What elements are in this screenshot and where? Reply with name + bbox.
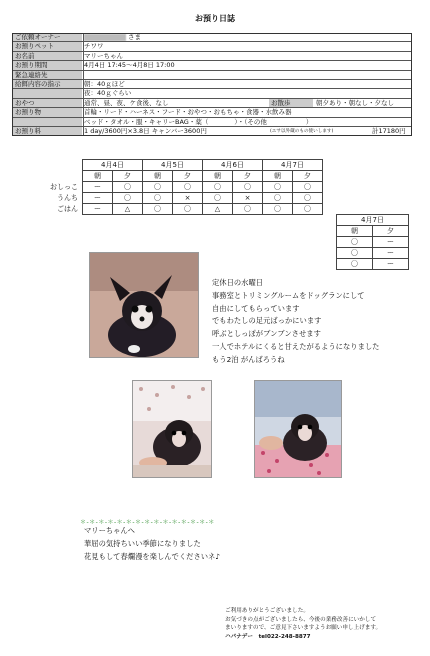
info-value-text: 朝：40ｇほど [84, 79, 125, 88]
info-label [12, 89, 82, 97]
message-line: 花見もして春爛漫を楽しんでくださいネ♪ [84, 551, 220, 561]
status-extra-cell: ー [373, 248, 409, 259]
info-value [84, 52, 412, 60]
footer-line: まいりますので、ご意見下さいますようお願い申し上げます。 [225, 625, 382, 632]
status-cell: 〇 [113, 193, 143, 204]
info-label [12, 118, 82, 126]
info-row [12, 71, 412, 80]
status-period: 夕 [293, 171, 323, 182]
message-line: 華屈の気持ちいい季節になりました [84, 538, 201, 548]
info-note: (エサ以外蔵のもの使いします) [270, 128, 334, 134]
status-table-extra [336, 214, 409, 270]
info-label: おやつ [12, 99, 82, 107]
info-row [12, 89, 412, 98]
status-row-label: ごはん [57, 205, 78, 213]
info-total: 計17180円 [372, 126, 406, 135]
footer-line: お気づきの点がございましたら、今後の業務改善にいかして [225, 616, 377, 623]
status-period: 朝 [83, 171, 113, 182]
info-row [12, 80, 412, 89]
status-cell: 〇 [173, 182, 203, 193]
info-row [12, 118, 412, 127]
info-value-text: 4月4日 17:45〜4月8日 17:00 [84, 61, 175, 70]
info-row [12, 42, 412, 51]
message-line: マリーちゃんへ [84, 526, 135, 535]
info-label: お預り期間 [12, 61, 82, 69]
status-cell: 〇 [293, 204, 323, 215]
status-period: 夕 [233, 171, 263, 182]
info-label: お預りペット [12, 42, 82, 50]
status-extra-cell: 〇 [337, 259, 373, 270]
reservation-info-table [12, 33, 412, 136]
redacted-name [84, 34, 126, 41]
status-date: 4月5日 [143, 160, 203, 171]
status-cell: 〇 [203, 193, 233, 204]
status-period: 夕 [173, 171, 203, 182]
status-date: 4月4日 [83, 160, 143, 171]
info-label: お名前 [12, 52, 82, 60]
info-row [12, 127, 412, 136]
diary-line: 呼ぶとしっぽがブンブンさせます [212, 329, 321, 339]
status-date: 4月6日 [203, 160, 263, 171]
info-label: お預り料 [12, 127, 82, 135]
info-value [84, 99, 412, 107]
info-value [84, 118, 412, 126]
info-value-text: さま [128, 33, 141, 41]
info-value-text: 首輪・リード・ハーネス・フード・おやつ・おもちゃ・食器・水飲み器 [84, 108, 292, 117]
status-cell: × [233, 193, 263, 204]
info-value [84, 127, 412, 135]
dog-photo-main [89, 252, 199, 358]
status-cell: △ [113, 204, 143, 215]
info-row [12, 61, 412, 70]
status-cell: × [173, 193, 203, 204]
status-period: 朝 [143, 171, 173, 182]
status-cell: 〇 [143, 193, 173, 204]
diary-line: 定休日の水曜日 [212, 278, 264, 287]
status-row-label: おしっこ [50, 183, 78, 191]
footer-line: ご利用ありがとうございました。 [225, 608, 309, 614]
status-extra-cell: ー [373, 237, 409, 248]
status-cell: ー [83, 182, 113, 193]
status-row-label: うんち [57, 194, 78, 202]
info-value-text: マリーちゃん [84, 51, 123, 60]
info-value-text: ベッド・タオル・服・キャリーBAG・薬（ ）・（その他 ） [84, 117, 313, 126]
status-extra-period: 朝 [337, 226, 373, 237]
diary-line: もう2泊 がんばろうね [212, 354, 285, 364]
status-extra-cell: 〇 [337, 237, 373, 248]
status-extra-date: 4月7日 [337, 215, 409, 226]
status-cell: 〇 [293, 193, 323, 204]
info-row [12, 108, 412, 117]
dog-photo-left [132, 380, 212, 478]
diary-text [212, 277, 427, 367]
status-cell: △ [203, 204, 233, 215]
info-value-text: チワワ [84, 42, 104, 51]
info-value [84, 89, 412, 97]
info-row [12, 33, 412, 42]
info-value-text: 通常、昼、夜、ケ食後、なし [84, 98, 169, 107]
status-period: 朝 [263, 171, 293, 182]
status-extra-cell: ー [373, 259, 409, 270]
diary-line: でもわたしの足元ばっかにいます [212, 316, 322, 326]
status-cell: 〇 [113, 182, 143, 193]
info-value-text: 1 day/3600円×3.8日 キャンバー3600円 [84, 126, 207, 135]
info-value [84, 33, 412, 41]
info-row [12, 52, 412, 61]
status-extra-cell: 〇 [337, 248, 373, 259]
info-value-text: 夜：40ｇぐらい [84, 89, 132, 98]
status-table [46, 159, 323, 215]
info-label: 緊急連絡先 [12, 71, 82, 79]
diary-line: 事務室とトリミングルームをドッグランにして [212, 290, 365, 300]
footer-note [225, 607, 381, 641]
info-value [84, 61, 412, 69]
info-value [84, 80, 412, 88]
status-cell: 〇 [233, 182, 263, 193]
status-date: 4月7日 [263, 160, 323, 171]
info-label: ご依頼オーナー [12, 33, 82, 41]
status-cell: 〇 [263, 204, 293, 215]
status-cell: 〇 [143, 182, 173, 193]
dog-photo-right [254, 380, 342, 478]
diary-line: 自由にしてもらっています [212, 303, 300, 313]
footer-contact: ハパナデー tel022-248-8877 [225, 633, 311, 640]
page-title: お預り日誌 [195, 14, 235, 23]
info-value [84, 108, 412, 116]
decorative-border: ＊-＊-＊-＊-＊-＊-＊-＊-＊-＊-＊-＊-＊-＊-＊ [80, 519, 215, 526]
status-cell: 〇 [293, 182, 323, 193]
status-cell: 〇 [263, 193, 293, 204]
status-cell: ー [83, 204, 113, 215]
info-label: お預り物 [12, 108, 82, 116]
status-cell: 〇 [143, 204, 173, 215]
info-value [84, 42, 412, 50]
info-label: 給餌内容の指示 [12, 80, 82, 88]
diary-line: 一人でホテルにくると甘えたがるようになりました [212, 341, 380, 351]
status-period: 夕 [113, 171, 143, 182]
info-extra-label: お散歩 [269, 99, 313, 107]
status-cell: 〇 [203, 182, 233, 193]
status-cell: 〇 [233, 204, 263, 215]
info-row [12, 99, 412, 108]
status-extra-period: 夕 [373, 226, 409, 237]
status-cell: 〇 [263, 182, 293, 193]
status-period: 朝 [203, 171, 233, 182]
status-cell: 〇 [173, 204, 203, 215]
status-cell: ー [83, 193, 113, 204]
info-extra-value: 朝夕あり・朝なし・夕なし [316, 98, 394, 107]
message-text [84, 525, 220, 563]
